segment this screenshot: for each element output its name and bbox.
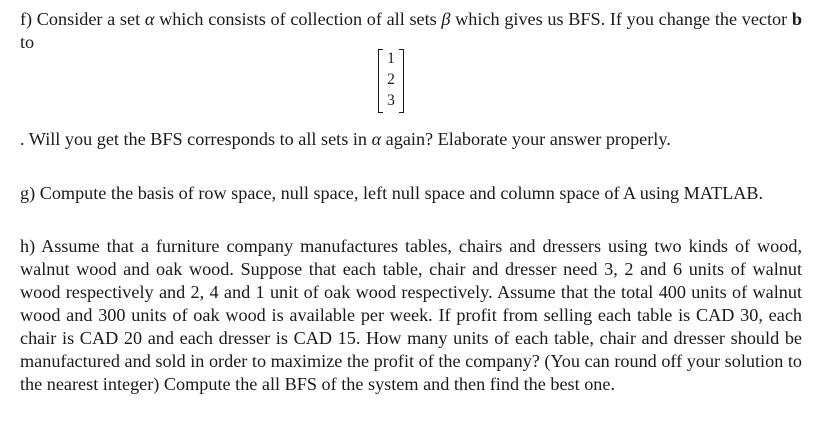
question-part-h: h) Assume that a furniture company manufactures tables, chairs and dressers using two kinds of wood, walnut wood and oak wood. Suppose that each table, chair and dresser need 3, 2 and 6 units of walnut wood respectively and 2, 4 and 1 unit of oak wood respectively. Assume that the total 400 units of walnut wood and 300 units of oak wood is available per week. If profit from selling each table is CAD 30, each chair is CAD 20 and each dresser is CAD 15. How many units of each table, chair and dresser should be manufactured and sold in order to maximize the profit of the company? (You can round off your solution to the nearest integer) Compute the all BFS of the system and then find the best one.: [20, 236, 802, 395]
part-f-text-6: again? Elaborate your answer properly.: [381, 129, 671, 149]
column-vector: [376, 49, 416, 113]
part-f-text-3: which gives us BFS. If you change the vector: [450, 9, 792, 29]
right-bracket: [399, 49, 404, 113]
vector-entry-2: 2: [387, 71, 395, 88]
column-vector-matrix: [378, 49, 404, 113]
vector-b-symbol: b: [791, 9, 802, 29]
alpha-symbol-2: α: [371, 129, 382, 149]
part-f-text-5: . Will you get the BFS corresponds to all sets in: [20, 129, 372, 149]
vector-entry-3: 3: [387, 92, 395, 109]
part-f-text-1: f) Consider a set: [20, 9, 145, 29]
part-f-text-4: to: [20, 31, 35, 52]
question-part-g: g) Compute the basis of row space, null space, left null space and column space of A using MATLAB.: [20, 183, 764, 203]
alpha-symbol: α: [144, 9, 155, 29]
part-f-question: [20, 128, 802, 151]
question-part-f: [20, 8, 802, 53]
beta-symbol: β: [441, 9, 451, 29]
vector-entry-1: 1: [387, 50, 395, 67]
part-f-text-2: which consists of collection of all sets: [154, 9, 442, 29]
part-f-intro: [20, 8, 802, 53]
